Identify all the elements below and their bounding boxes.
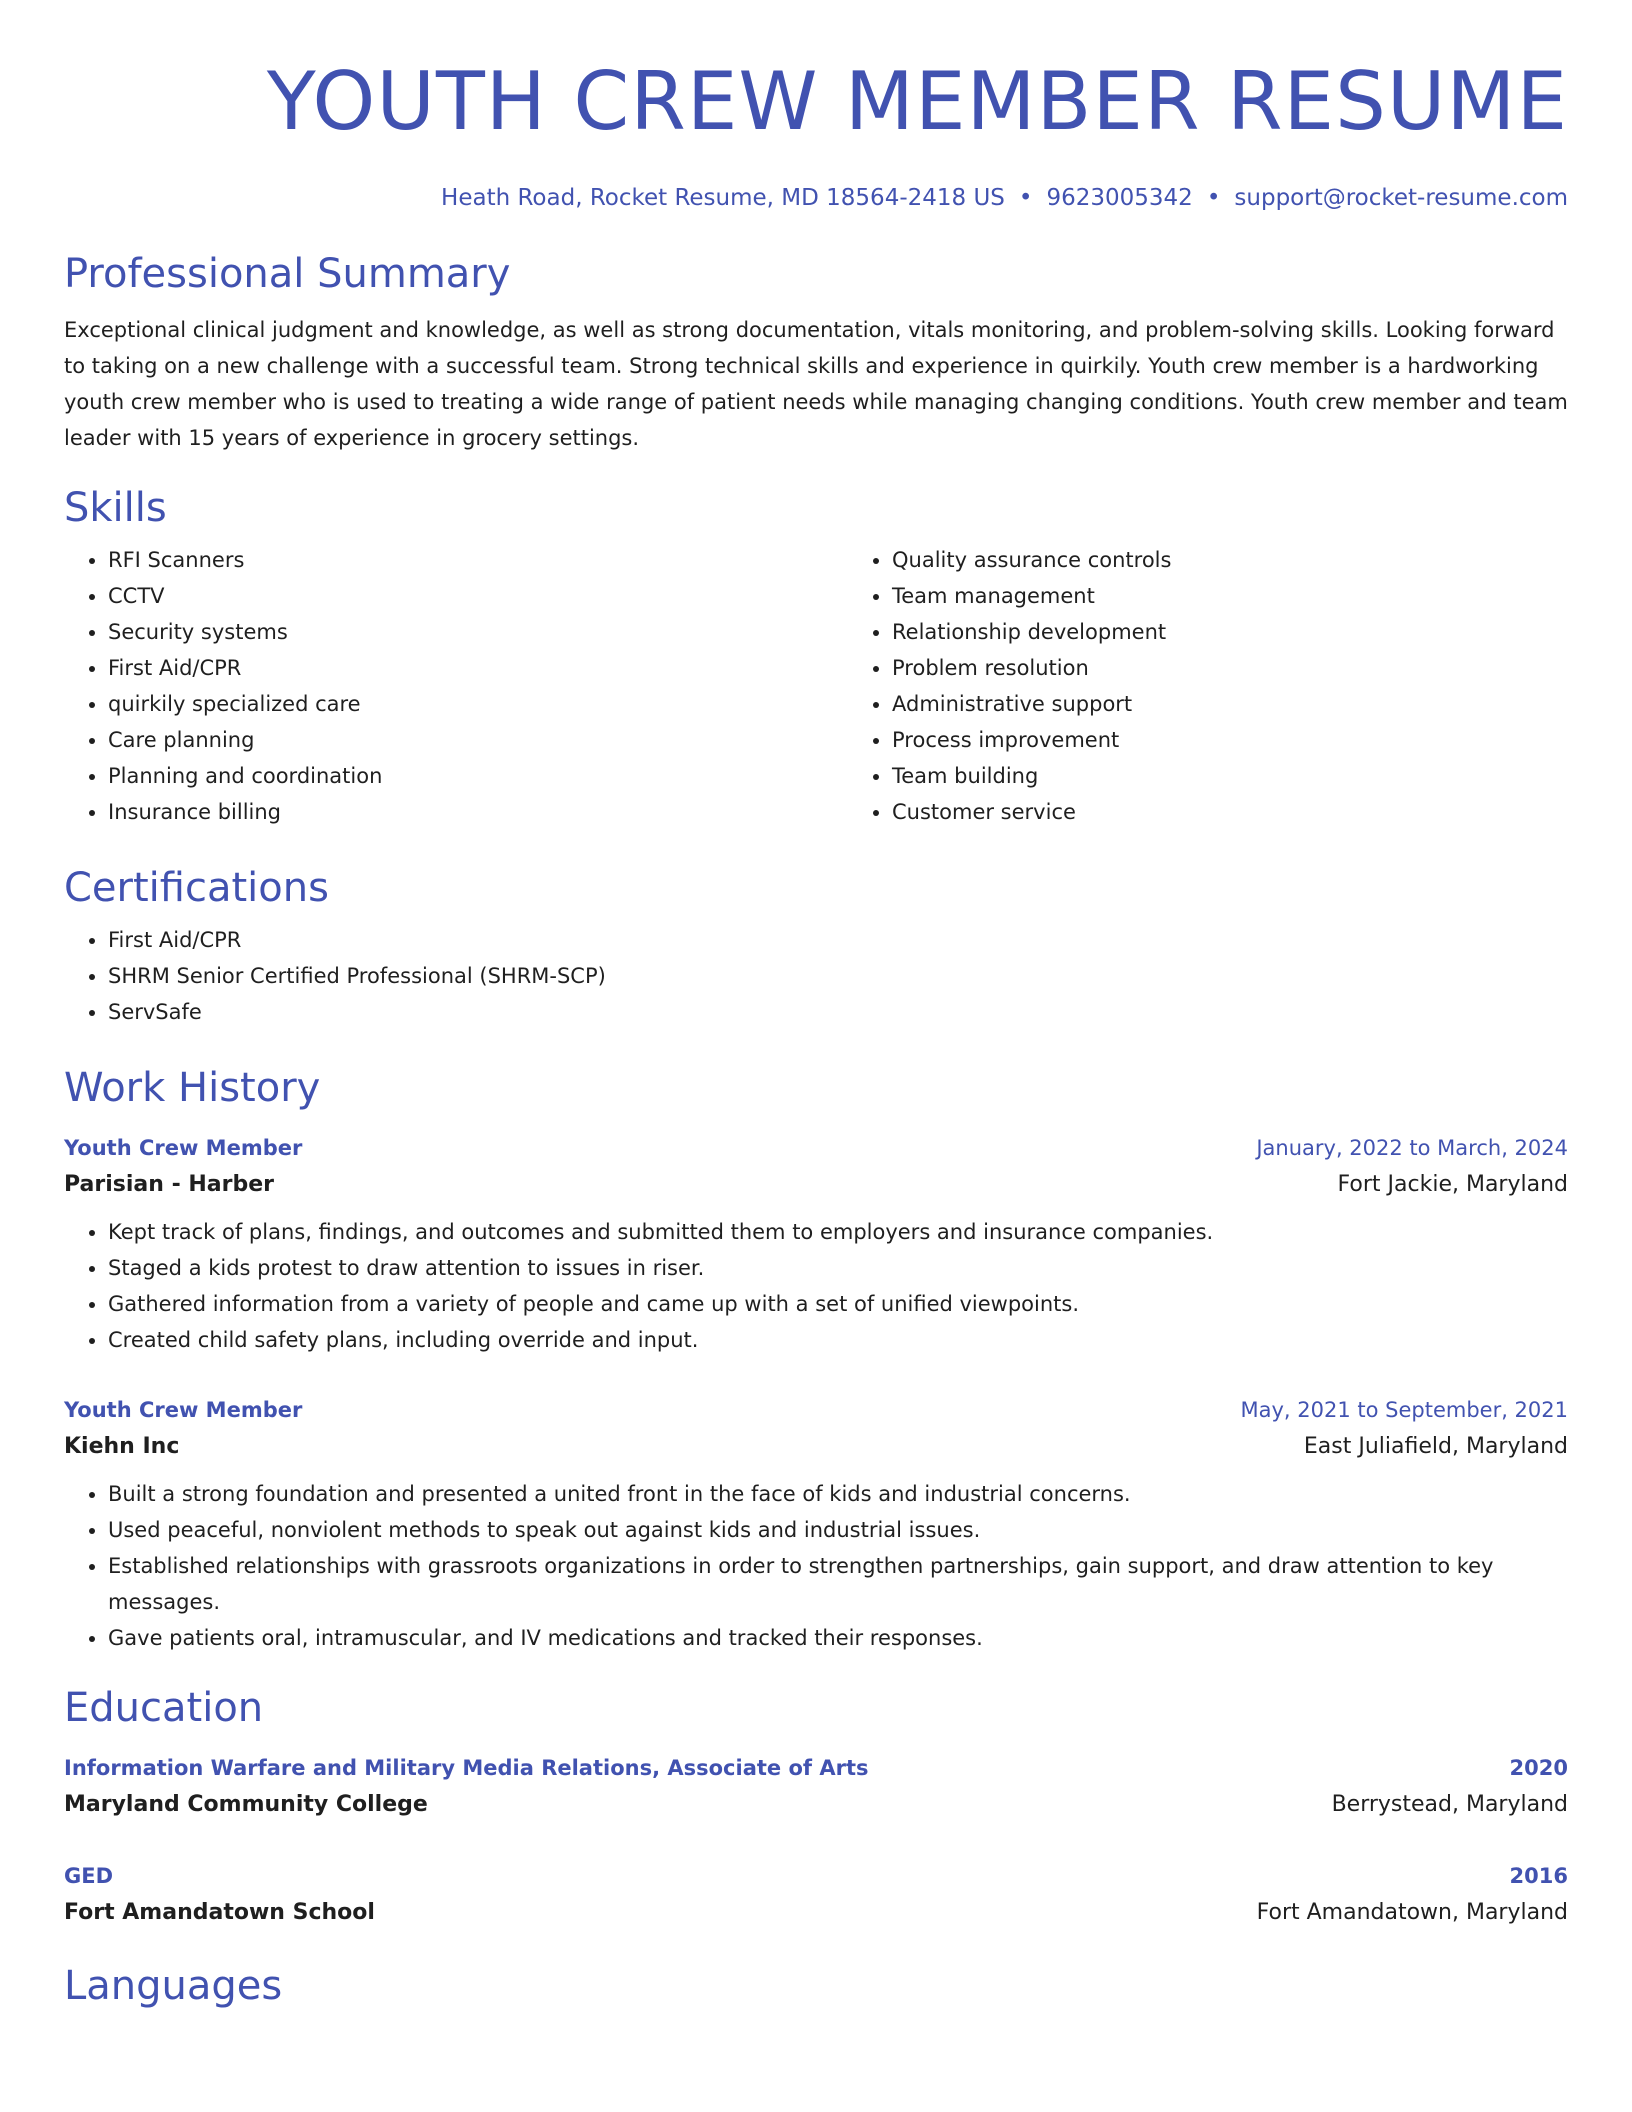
education-location: Berrystead, Maryland xyxy=(1331,1792,1568,1817)
education-year: 2016 xyxy=(1509,1864,1568,1888)
section-certifications xyxy=(64,860,1568,1030)
job-company-row xyxy=(64,1428,1568,1466)
job-dates: January, 2022 to March, 2024 xyxy=(1256,1136,1568,1160)
skill-item: • Team building xyxy=(892,758,1171,794)
job-company: Parisian - Harber xyxy=(64,1172,274,1197)
section-skills xyxy=(64,480,1568,830)
job-bullet: • Gave patients oral, intramuscular, and IV medications and tracked their responses. xyxy=(108,1620,1568,1656)
section-professional-summary xyxy=(64,246,1568,456)
section-languages xyxy=(64,1958,1568,2014)
education-school-row xyxy=(64,1786,1568,1824)
education-entry xyxy=(64,1858,1568,1932)
section-heading: Work History xyxy=(64,1065,321,1111)
skill-item: • Administrative support xyxy=(892,686,1171,722)
skill-item: • Team management xyxy=(892,578,1171,614)
contact-phone: 9623005342 xyxy=(1046,185,1193,211)
job-header-row xyxy=(64,1392,1568,1428)
education-header-row xyxy=(64,1858,1568,1894)
contact-address: Heath Road, Rocket Resume, MD 18564-2418 US xyxy=(441,185,1005,211)
job-bullet: • Used peaceful, nonviolent methods to speak out against kids and industrial issues. xyxy=(108,1512,1568,1548)
job-company: Kiehn Inc xyxy=(64,1434,180,1459)
job-entry xyxy=(64,1130,1568,1358)
skill-item: • First Aid/CPR xyxy=(108,650,848,686)
job-dates: May, 2021 to September, 2021 xyxy=(1240,1398,1568,1422)
certification-item: • ServSafe xyxy=(108,994,1568,1030)
section-heading: Skills xyxy=(64,485,167,531)
job-entry xyxy=(64,1392,1568,1656)
skills-list-right xyxy=(848,542,1171,830)
section-heading: Certifications xyxy=(64,865,329,911)
skill-item: • Customer service xyxy=(892,794,1171,830)
skill-item: • Quality assurance controls xyxy=(892,542,1171,578)
education-degree: GED xyxy=(64,1864,114,1888)
job-company-row xyxy=(64,1166,1568,1204)
education-degree: Information Warfare and Military Media Relations, Associate of Arts xyxy=(64,1756,869,1780)
section-education xyxy=(64,1680,1568,1932)
certification-item: • First Aid/CPR xyxy=(108,922,1568,958)
job-header-row xyxy=(64,1130,1568,1166)
section-heading: Professional Summary xyxy=(64,251,511,297)
contact-separator: • xyxy=(1206,185,1221,211)
education-location: Fort Amandatown, Maryland xyxy=(1256,1900,1568,1925)
education-year: 2020 xyxy=(1509,1756,1568,1780)
skills-list-left xyxy=(64,542,848,830)
contact-email[interactable]: support@rocket-resume.com xyxy=(1234,185,1568,211)
education-school: Maryland Community College xyxy=(64,1792,428,1817)
job-bullet: • Built a strong foundation and presented a united front in the face of kids and industrial concerns. xyxy=(108,1476,1568,1512)
contact-separator: • xyxy=(1018,185,1033,211)
certifications-list xyxy=(64,922,1568,1030)
job-title: Youth Crew Member xyxy=(64,1398,303,1422)
education-entry xyxy=(64,1750,1568,1824)
education-school-row xyxy=(64,1894,1568,1932)
section-heading: Education xyxy=(64,1685,264,1731)
skill-item: • Insurance billing xyxy=(108,794,848,830)
section-work-history xyxy=(64,1060,1568,1656)
job-bullets xyxy=(64,1214,1568,1358)
job-bullet: • Staged a kids protest to draw attention to issues in riser. xyxy=(108,1250,1568,1286)
job-location: Fort Jackie, Maryland xyxy=(1337,1172,1568,1197)
job-bullet: • Gathered information from a variety of people and came up with a set of unified viewpoints. xyxy=(108,1286,1568,1322)
skill-item: • Relationship development xyxy=(892,614,1171,650)
skill-item: • RFI Scanners xyxy=(108,542,848,578)
section-heading: Languages xyxy=(64,1963,283,2009)
contact-line xyxy=(64,182,1568,214)
education-header-row xyxy=(64,1750,1568,1786)
job-title: Youth Crew Member xyxy=(64,1136,303,1160)
skill-item: • Problem resolution xyxy=(892,650,1171,686)
skill-item: • Process improvement xyxy=(892,722,1171,758)
resume-title: YOUTH CREW MEMBER RESUME xyxy=(266,55,1568,148)
skill-item: • CCTV xyxy=(108,578,848,614)
skill-item: • quirkily specialized care xyxy=(108,686,848,722)
resume-header xyxy=(64,52,1568,214)
skills-columns xyxy=(64,536,1568,830)
summary-text: Exceptional clinical judgment and knowledge, as well as strong documentation, vitals monitoring, and problem-solving skills. Looking forward to taking on a new challenge with a successful team. Strong technical skills and experience in quirkily. Youth crew member is a hardworking youth crew member who is used to treating a wide range of patient needs while managing changing conditions. Youth crew member and team leader with 15 years of experience in grocery settings. xyxy=(64,318,1568,450)
skill-item: • Planning and coordination xyxy=(108,758,848,794)
job-bullets xyxy=(64,1476,1568,1656)
job-bullet: • Kept track of plans, findings, and outcomes and submitted them to employers and insurance companies. xyxy=(108,1214,1568,1250)
job-bullet: • Created child safety plans, including override and input. xyxy=(108,1322,1568,1358)
skill-item: • Security systems xyxy=(108,614,848,650)
education-school: Fort Amandatown School xyxy=(64,1900,375,1925)
certification-item: • SHRM Senior Certified Professional (SHRM-SCP) xyxy=(108,958,1568,994)
job-bullet: • Established relationships with grassroots organizations in order to strengthen partnerships, gain support, and draw attention to key messages. xyxy=(108,1548,1568,1620)
job-location: East Juliafield, Maryland xyxy=(1303,1434,1568,1459)
skill-item: • Care planning xyxy=(108,722,848,758)
